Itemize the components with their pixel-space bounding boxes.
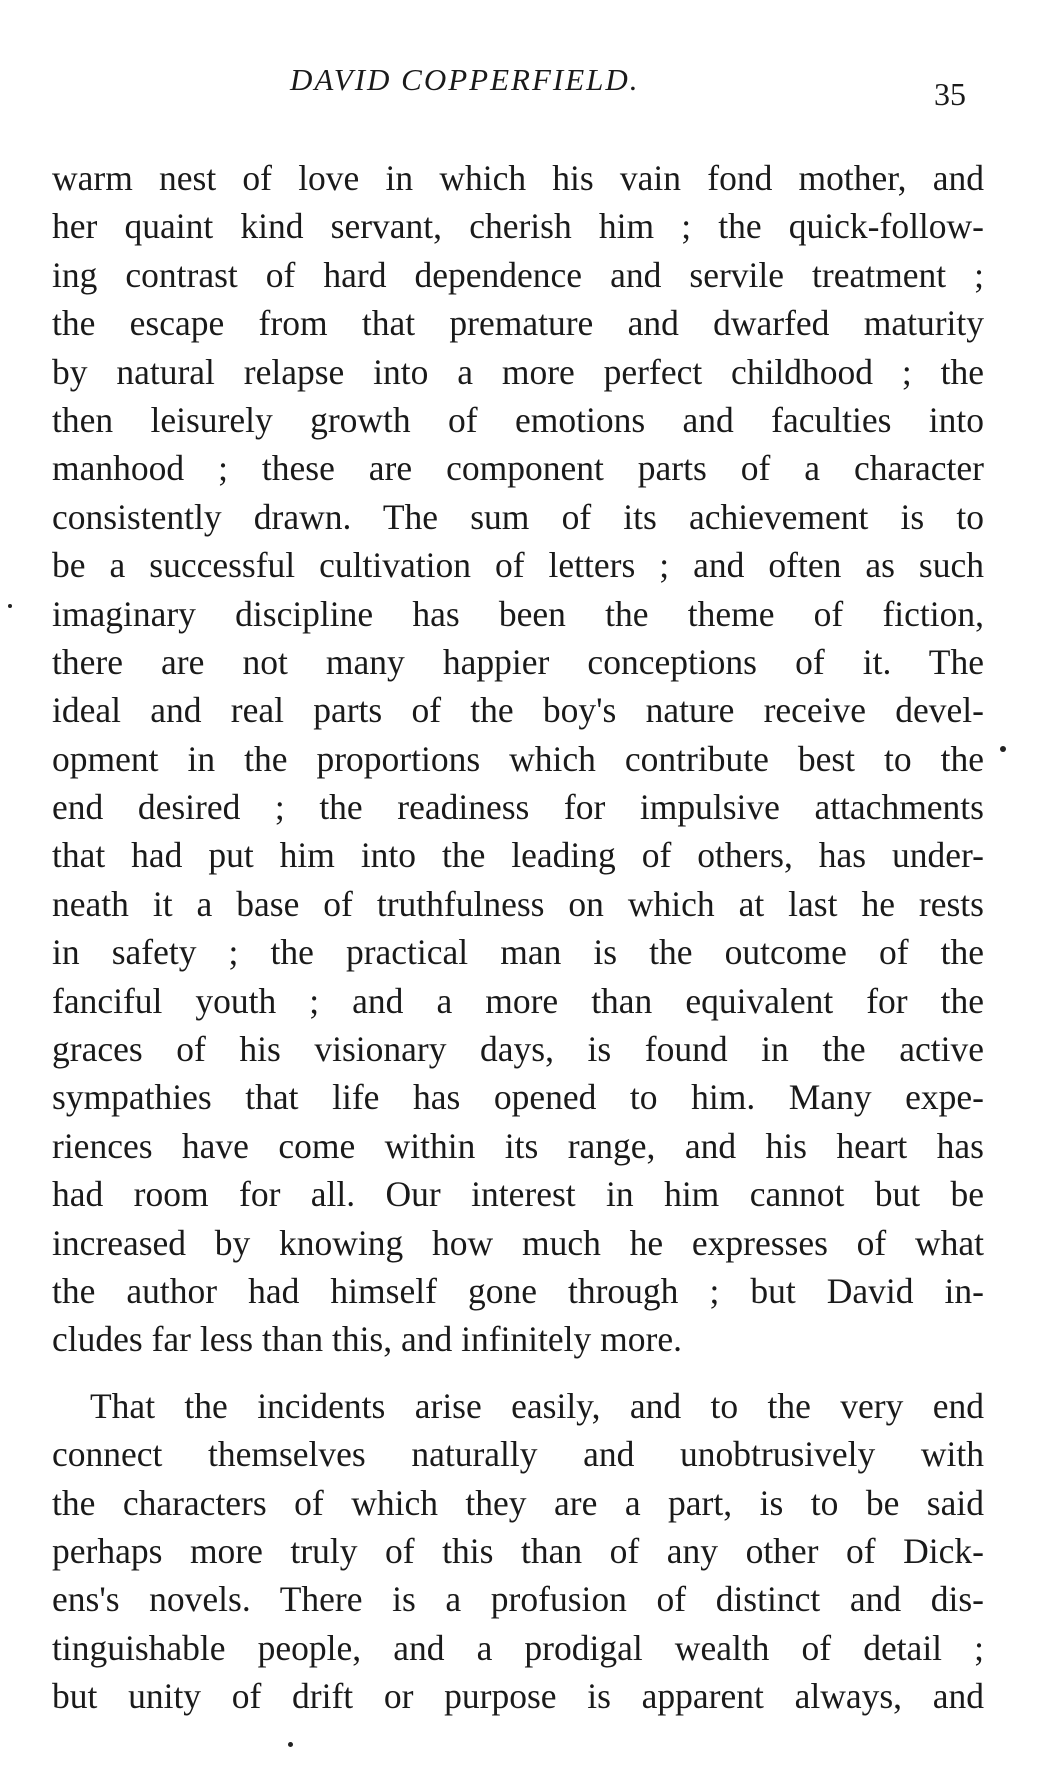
- text-line: the author had himself gone through ; but David in-: [52, 1270, 984, 1311]
- text-line: consistently drawn. The sum of its achievement is to: [52, 496, 984, 537]
- text-line: cludes far less than this, and infinitely more.: [52, 1319, 682, 1360]
- text-line: fanciful youth ; and a more than equivalent for the: [52, 980, 984, 1021]
- text-line: be a successful cultivation of letters ; and often as such: [52, 545, 984, 586]
- text-line: opment in the proportions which contribute best to the: [52, 738, 984, 779]
- text-line: ens's novels. There is a profusion of distinct and dis-: [52, 1579, 984, 1620]
- text-line: That the incidents arise easily, and to the very end: [90, 1385, 984, 1426]
- text-line: in safety ; the practical man is the outcome of the: [52, 932, 984, 973]
- text-line: that had put him into the leading of others, has under-: [52, 835, 984, 876]
- text-line: warm nest of love in which his vain fond mother, and: [52, 158, 984, 198]
- page-number: 35: [934, 76, 966, 112]
- text-line: increased by knowing how much he expresses of what: [52, 1222, 984, 1263]
- text-line: had room for all. Our interest in him cannot but be: [52, 1174, 984, 1215]
- text-line: the escape from that premature and dwarfed maturity: [52, 303, 984, 344]
- text-line: tinguishable people, and a prodigal wealth of detail ;: [52, 1627, 984, 1668]
- text-line: there are not many happier conceptions of it. The: [52, 641, 984, 682]
- paragraph-1: [52, 154, 984, 1364]
- text-line: by natural relapse into a more perfect childhood ; the: [52, 351, 984, 392]
- ink-speck: [8, 604, 12, 608]
- text-line: connect themselves naturally and unobtrusively with: [52, 1434, 984, 1475]
- paragraph-gap: [52, 1364, 984, 1382]
- text-line: but unity of drift or purpose is apparent always, and: [52, 1676, 984, 1717]
- running-head: [0, 62, 1043, 112]
- text-line: imaginary discipline has been the theme of fiction,: [52, 593, 984, 634]
- text-line: perhaps more truly of this than of any other of Dick-: [52, 1530, 984, 1571]
- text-line: end desired ; the readiness for impulsive attachments: [52, 787, 984, 828]
- running-title: DAVID COPPERFIELD.: [290, 62, 640, 97]
- text-line: graces of his visionary days, is found in the active: [52, 1029, 984, 1070]
- text-line: ideal and real parts of the boy's nature receive devel-: [52, 690, 984, 731]
- ink-speck: [288, 1742, 293, 1747]
- text-line: neath it a base of truthfulness on which at last he rests: [52, 883, 984, 924]
- paragraph-2: [52, 1382, 984, 1721]
- ink-speck: [1000, 746, 1006, 752]
- text-line: ing contrast of hard dependence and servile treatment ;: [52, 254, 984, 295]
- text-line: riences have come within its range, and his heart has: [52, 1125, 984, 1166]
- text-line: her quaint kind servant, cherish him ; the quick-follow-: [52, 206, 984, 247]
- text-line: the characters of which they are a part, is to be said: [52, 1482, 984, 1523]
- text-line: then leisurely growth of emotions and faculties into: [52, 399, 984, 440]
- text-line: manhood ; these are component parts of a character: [52, 448, 984, 489]
- body-text: [52, 154, 984, 1721]
- text-line: sympathies that life has opened to him. Many expe-: [52, 1077, 984, 1118]
